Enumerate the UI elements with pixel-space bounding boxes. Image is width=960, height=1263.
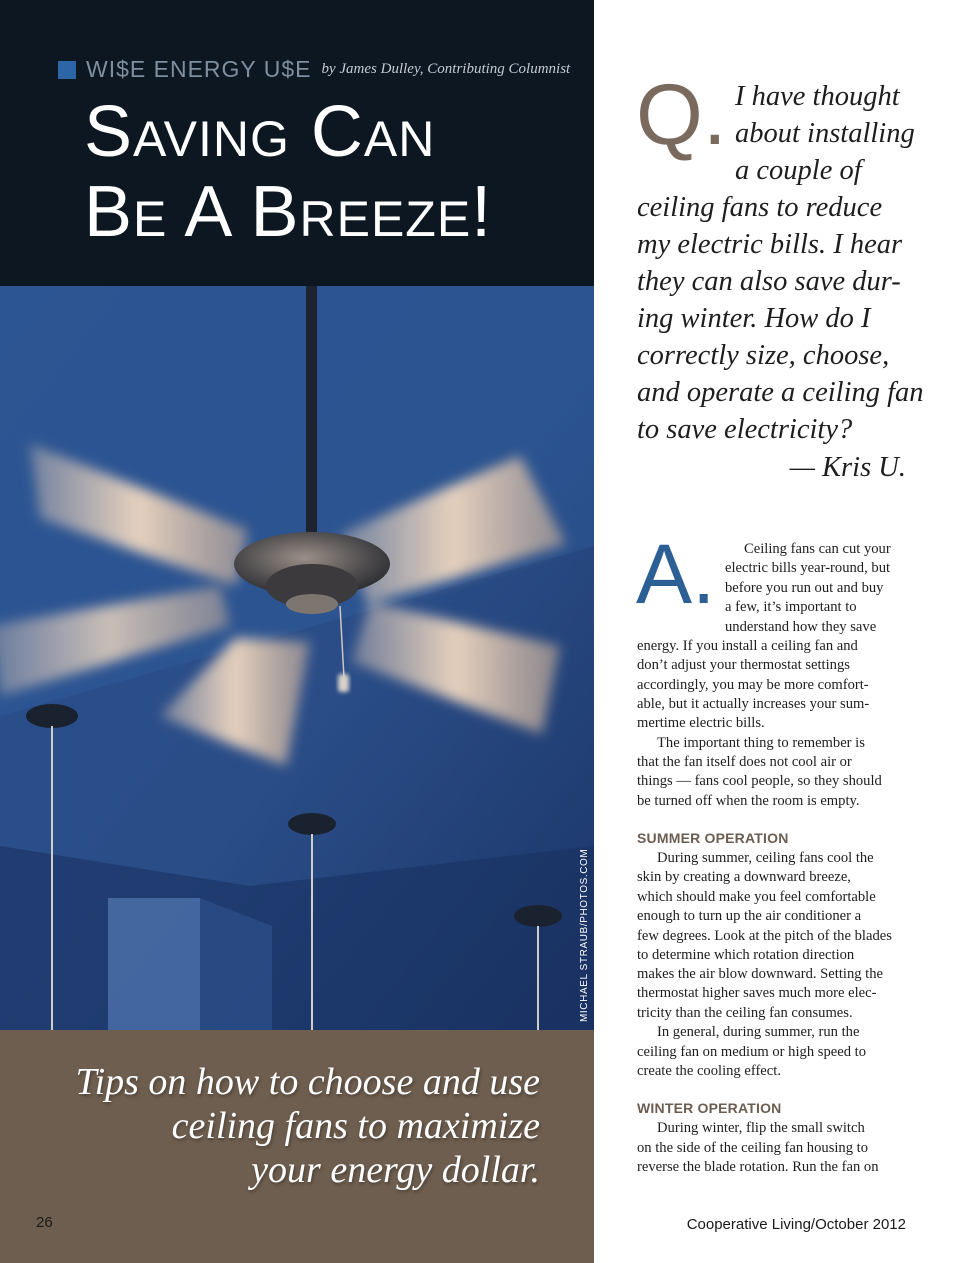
- question-line: to save electricity?: [637, 414, 853, 445]
- answer-drop-cap: A.: [636, 527, 716, 621]
- ceiling-fan-illustration: [0, 286, 594, 1030]
- answer-line: During summer, ceiling fans cool the: [657, 850, 874, 866]
- answer-line: don’t adjust your thermostat settings: [637, 657, 850, 673]
- question-line: ceiling fans to reduce: [637, 192, 883, 223]
- column-kicker: [58, 56, 570, 83]
- headline-line-1: Saving Can: [84, 92, 436, 172]
- question-line: a couple of: [735, 155, 862, 186]
- answer-line: few degrees. Look at the pitch of the blades: [637, 928, 892, 944]
- article-tagline: [76, 1060, 540, 1192]
- kicker-square-icon: [58, 61, 76, 79]
- answer-line: enough to turn up the air conditioner a: [637, 908, 862, 924]
- answer-line: which should make you feel comfortable: [637, 889, 876, 905]
- question-signature: — Kris U.: [789, 452, 906, 483]
- page-number: 26: [36, 1214, 53, 1231]
- answer-line: before you run out and buy: [725, 580, 884, 596]
- question-drop-cap: Q.: [636, 67, 727, 163]
- answer-line: skin by creating a downward breeze,: [637, 869, 851, 885]
- tagline-line-2: ceiling fans to maximize: [171, 1105, 540, 1147]
- answer-line: that the fan itself does not cool air or: [637, 754, 852, 770]
- question-line: about installing: [735, 118, 915, 149]
- answer-line: a few, it’s important to: [725, 599, 857, 615]
- answer-line: The important thing to remember is: [657, 735, 865, 751]
- answer-line: During winter, flip the small switch: [657, 1120, 865, 1136]
- question-line: they can also save dur-: [637, 266, 901, 297]
- tagline-line-1: Tips on how to choose and use: [75, 1061, 540, 1103]
- answer-line: be turned off when the room is empty.: [637, 793, 860, 809]
- question-line: my electric bills. I hear: [637, 229, 903, 260]
- answer-line: to determine which rotation direction: [637, 947, 855, 963]
- photo-credit: MICHAEL STRAUB/PHOTOS.COM: [579, 848, 590, 1022]
- answer-line: able, but it actually increases your sum-: [637, 696, 870, 712]
- answer-line: thermostat higher saves much more elec-: [637, 985, 877, 1001]
- answer-line: on the side of the ceiling fan housing to: [637, 1140, 869, 1156]
- answer-line: electric bills year-round, but: [725, 560, 891, 576]
- answer-line: create the cooling effect.: [637, 1063, 781, 1079]
- byline: by James Dulley, Contributing Columnist: [321, 61, 571, 77]
- right-column: [594, 0, 960, 1263]
- summer-heading: SUMMER OPERATION: [637, 830, 789, 846]
- answer-line: accordingly, you may be more comfort-: [637, 677, 869, 693]
- article-headline: [84, 92, 492, 252]
- answer-line: In general, during summer, run the: [657, 1024, 860, 1040]
- ceiling-fan-photo: [0, 286, 594, 1030]
- headline-line-2: Be A Breeze!: [84, 172, 493, 252]
- answer-line: understand how they save: [725, 619, 877, 635]
- question-line: and operate a ceiling fan: [637, 377, 924, 408]
- issue-footer: Cooperative Living/October 2012: [686, 1216, 906, 1233]
- answer-line: energy. If you install a ceiling fan and: [637, 638, 858, 654]
- answer-line: tricity than the ceiling fan consumes.: [637, 1005, 853, 1021]
- answer-line: mertime electric bills.: [637, 715, 765, 731]
- answer-line: Ceiling fans can cut your: [744, 541, 891, 557]
- question-line: correctly size, choose,: [637, 340, 890, 371]
- winter-heading: WINTER OPERATION: [637, 1100, 782, 1116]
- question-line: I have thought: [735, 81, 900, 112]
- tagline-banner: [0, 1030, 594, 1263]
- column-name: WI$E ENERGY U$E: [86, 56, 312, 82]
- title-banner: [0, 0, 594, 286]
- tagline-line-3: your energy dollar.: [251, 1149, 540, 1191]
- answer-line: makes the air blow downward. Setting the: [637, 966, 884, 982]
- answer-line: ceiling fan on medium or high speed to: [637, 1044, 866, 1060]
- question-line: ing winter. How do I: [637, 303, 871, 334]
- answer-line: reverse the blade rotation. Run the fan on: [637, 1159, 879, 1175]
- answer-line: things — fans cool people, so they should: [637, 773, 882, 789]
